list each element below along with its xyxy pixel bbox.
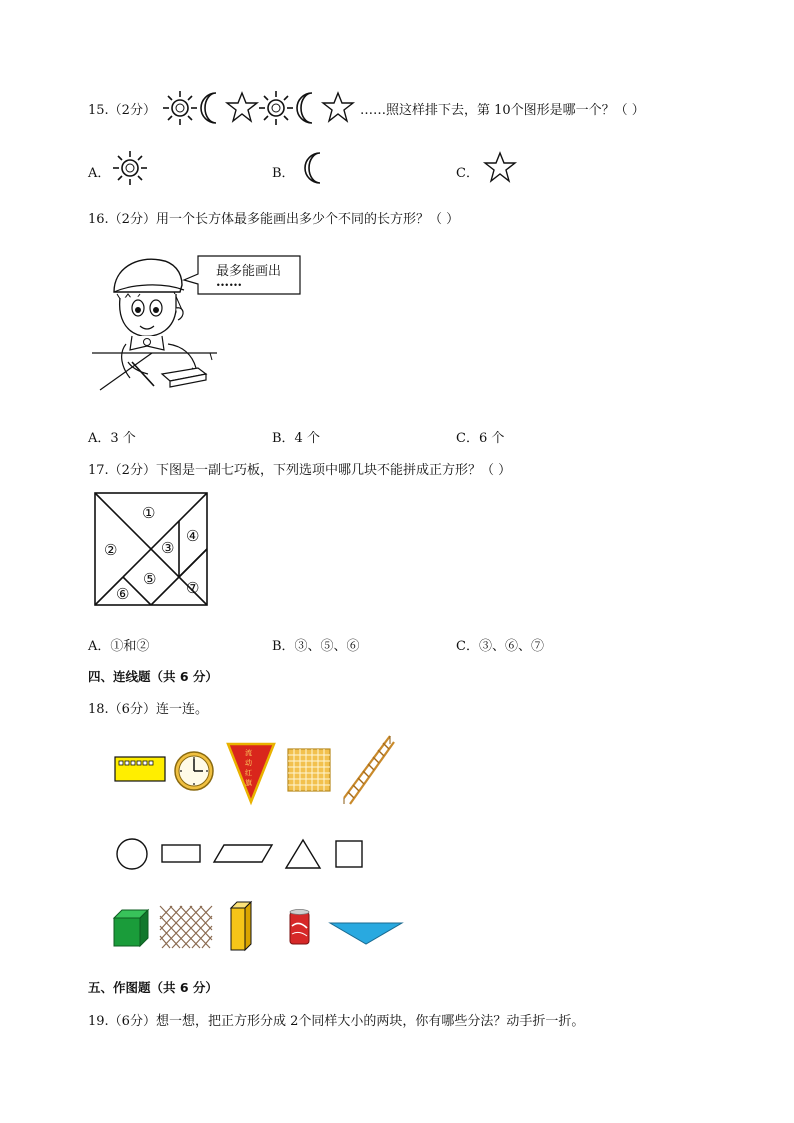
circle-shape	[117, 839, 147, 869]
q15-sequence	[162, 88, 362, 128]
tangram-piece-1-label: ①	[142, 504, 156, 522]
pennant-char-4: 旗	[245, 779, 252, 787]
sun-icon	[259, 91, 293, 125]
green-cube-icon	[112, 908, 152, 950]
q15-stem-suffix: ……照这样排下去，第 10个图形是哪一个？（ ）	[360, 103, 645, 118]
q15-option-b-label: B．	[272, 166, 295, 181]
yellow-prism-icon	[229, 900, 255, 952]
speech-bubble-line2: ……	[216, 275, 242, 290]
q15-stem-prefix: 15.（2分）	[88, 103, 156, 118]
q16-stem: 16.（2分）用一个长方体最多能画出多少个不同的长方形？（ ）	[88, 212, 460, 227]
q16-option-a: A．3 个	[88, 431, 136, 446]
ruler-icon	[114, 756, 168, 784]
pennant-char-3: 红	[245, 769, 252, 777]
tangram-piece-7-label: ⑦	[186, 579, 200, 597]
speech-bubble-line1: 最多能画出	[216, 264, 282, 279]
pennant-char-1: 流	[245, 749, 252, 757]
moon-icon	[296, 150, 332, 186]
blue-triangle-icon	[328, 920, 404, 946]
soda-can-icon	[288, 908, 312, 948]
parallelogram-shape	[214, 845, 272, 862]
q17-option-b: B．③、⑤、⑥	[272, 639, 360, 654]
square-shape	[336, 841, 362, 867]
q17-option-c: C．③、⑥、⑦	[456, 639, 544, 654]
tangram-piece-2-label: ②	[104, 541, 118, 559]
star-icon	[227, 93, 257, 121]
star-icon	[323, 93, 353, 121]
lattice-fence-icon	[160, 906, 214, 950]
tangram-piece-3-label: ③	[161, 539, 175, 557]
section-4-title: 四、连线题（共 6 分）	[88, 669, 218, 684]
sun-icon	[163, 91, 197, 125]
section-5-title: 五、作图题（共 6 分）	[88, 980, 218, 995]
tangram-piece-5-label: ⑤	[143, 570, 157, 588]
q16-option-b: B．4 个	[272, 431, 320, 446]
pennant-char-2: 动	[245, 759, 252, 767]
moon-icon	[297, 93, 312, 123]
sun-icon	[112, 150, 148, 186]
moon-icon	[201, 93, 216, 123]
q19-stem: 19.（6分）想一想，把正方形分成 2个同样大小的两块，你有哪些分法？动手折一折。	[88, 1014, 585, 1029]
q17-option-a: A．①和②	[88, 639, 150, 654]
triangle-shape	[286, 840, 320, 868]
rectangle-shape	[162, 845, 200, 862]
star-icon	[482, 150, 518, 186]
plane-shapes-row	[112, 834, 412, 874]
tangram-piece-4-label: ④	[186, 527, 200, 545]
grid-tile-icon	[287, 748, 331, 792]
staircase-icon	[340, 732, 396, 806]
clock-icon	[173, 750, 215, 792]
q16-option-c: C．6 个	[456, 431, 505, 446]
tangram-piece-6-label: ⑥	[116, 585, 130, 603]
q18-stem: 18.（6分）连一连。	[88, 702, 208, 717]
q17-stem: 17.（2分）下图是一副七巧板，下列选项中哪几块不能拼成正方形？（ ）	[88, 463, 512, 478]
q15-option-c-label: C．	[456, 166, 479, 181]
q15-option-a-label: A．	[88, 166, 111, 181]
